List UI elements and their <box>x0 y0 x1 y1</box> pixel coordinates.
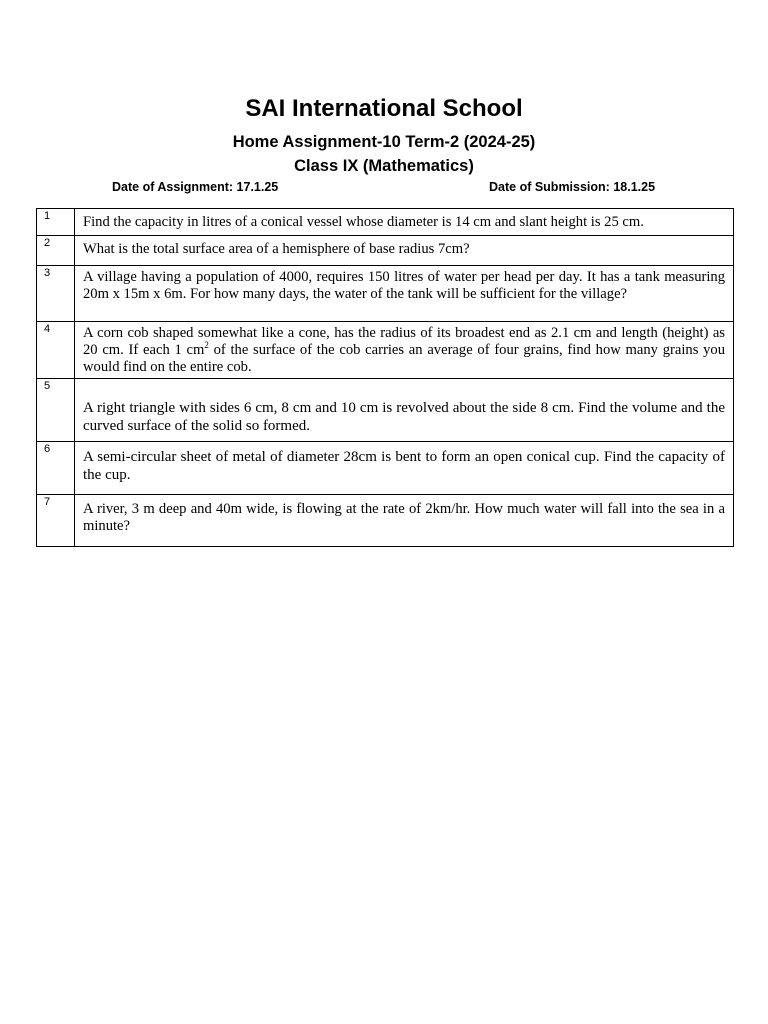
question-number: 2 <box>37 236 75 266</box>
class-subject: Class IX (Mathematics) <box>294 157 474 175</box>
question-text <box>75 322 734 379</box>
question-row <box>37 236 734 266</box>
question-row <box>37 495 734 547</box>
question-number: 1 <box>37 209 75 236</box>
school-name: SAI International School <box>245 95 523 122</box>
question-text: A river, 3 m deep and 40m wide, is flowing at the rate of 2km/hr. How much water will fall into the sea in a minute? <box>75 495 734 547</box>
superscript: 2 <box>204 340 209 351</box>
question-row <box>37 379 734 442</box>
question-text: A right triangle with sides 6 cm, 8 cm and 10 cm is revolved about the side 8 cm. Find the volume and the curved surface of the solid so formed. <box>75 379 734 442</box>
assignment-title: Home Assignment-10 Term-2 (2024-25) <box>232 133 536 151</box>
question-text: Find the capacity in litres of a conical vessel whose diameter is 14 cm and slant height is 25 cm. <box>75 209 734 236</box>
question-row <box>37 322 734 379</box>
question-number: 3 <box>37 266 75 322</box>
question-row <box>37 266 734 322</box>
question-number: 6 <box>37 442 75 495</box>
question-number: 5 <box>37 379 75 442</box>
question-row <box>37 442 734 495</box>
question-number: 7 <box>37 495 75 547</box>
question-text-part: A corn cob shaped somewhat like a cone, has the radius of its broadest end as 2.1 cm and length (height) as 20 cm. If each 1 cm <box>83 325 725 358</box>
date-of-assignment: Date of Assignment: 17.1.25 <box>112 180 279 194</box>
question-text: A semi-circular sheet of metal of diameter 28cm is bent to form an open conical cup. Find the capacity of the cup. <box>75 442 734 495</box>
question-text: What is the total surface area of a hemisphere of base radius 7cm? <box>75 236 734 266</box>
questions-table <box>36 208 734 547</box>
question-text-part: of the surface of the cob carries an average of four grains, find how many grains you would find on the entire cob. <box>83 342 725 375</box>
date-of-submission: Date of Submission: 18.1.25 <box>489 180 656 194</box>
question-text: A village having a population of 4000, requires 150 litres of water per head per day. It has a tank measuring 20m x 15m x 6m. For how many days, the water of the tank will be sufficient for the village? <box>75 266 734 322</box>
question-row <box>37 209 734 236</box>
question-number: 4 <box>37 322 75 379</box>
